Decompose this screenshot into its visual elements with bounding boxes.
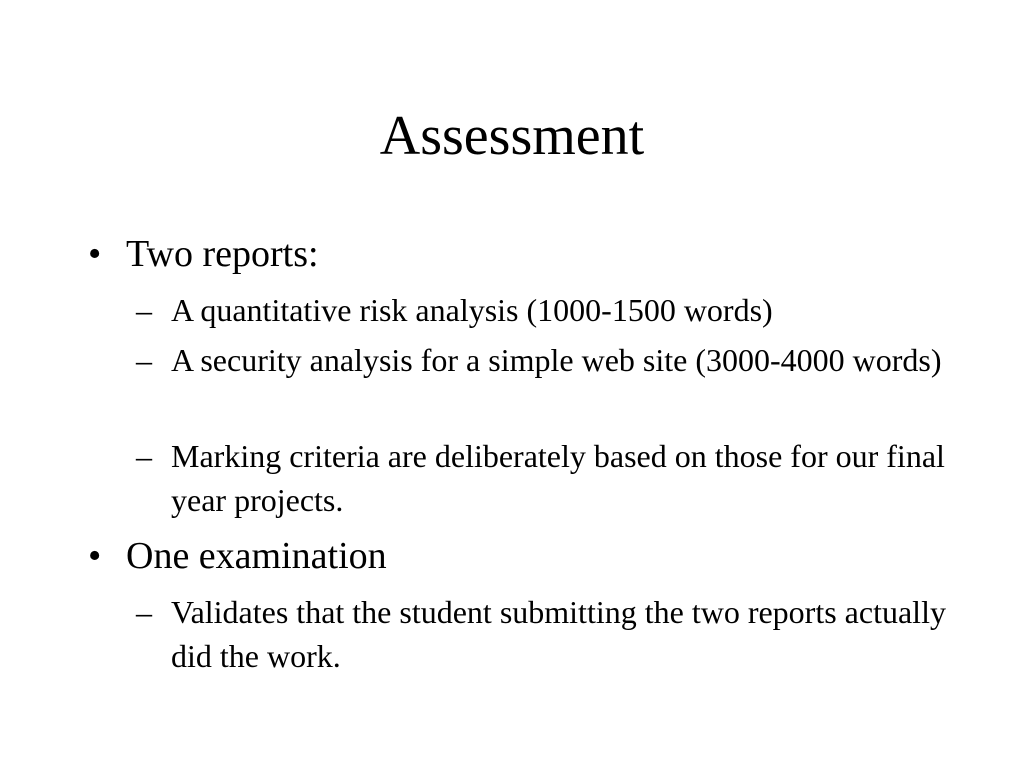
- sub-bullet-text: Validates that the student submitting the two reports actually did the work.: [171, 594, 946, 674]
- sub-bullet-text: A quantitative risk analysis (1000-1500 words): [171, 292, 773, 328]
- sub-bullet-marker: –: [136, 594, 152, 630]
- bullet-marker: •: [88, 233, 102, 275]
- sub-bullet-marker: –: [136, 438, 152, 474]
- sub-bullet-text: A security analysis for a simple web site (3000-4000 words): [171, 342, 942, 378]
- bullet-text: One examination: [126, 535, 387, 577]
- sub-bullet-marker: –: [136, 342, 152, 378]
- sub-bullet-text: Marking criteria are deliberately based on those for our final year projects.: [171, 438, 945, 518]
- slide-title: Assessment: [379, 105, 645, 167]
- bullet-marker: •: [88, 535, 102, 577]
- bullet-text: Two reports:: [126, 233, 319, 275]
- sub-bullet-marker: –: [136, 292, 152, 328]
